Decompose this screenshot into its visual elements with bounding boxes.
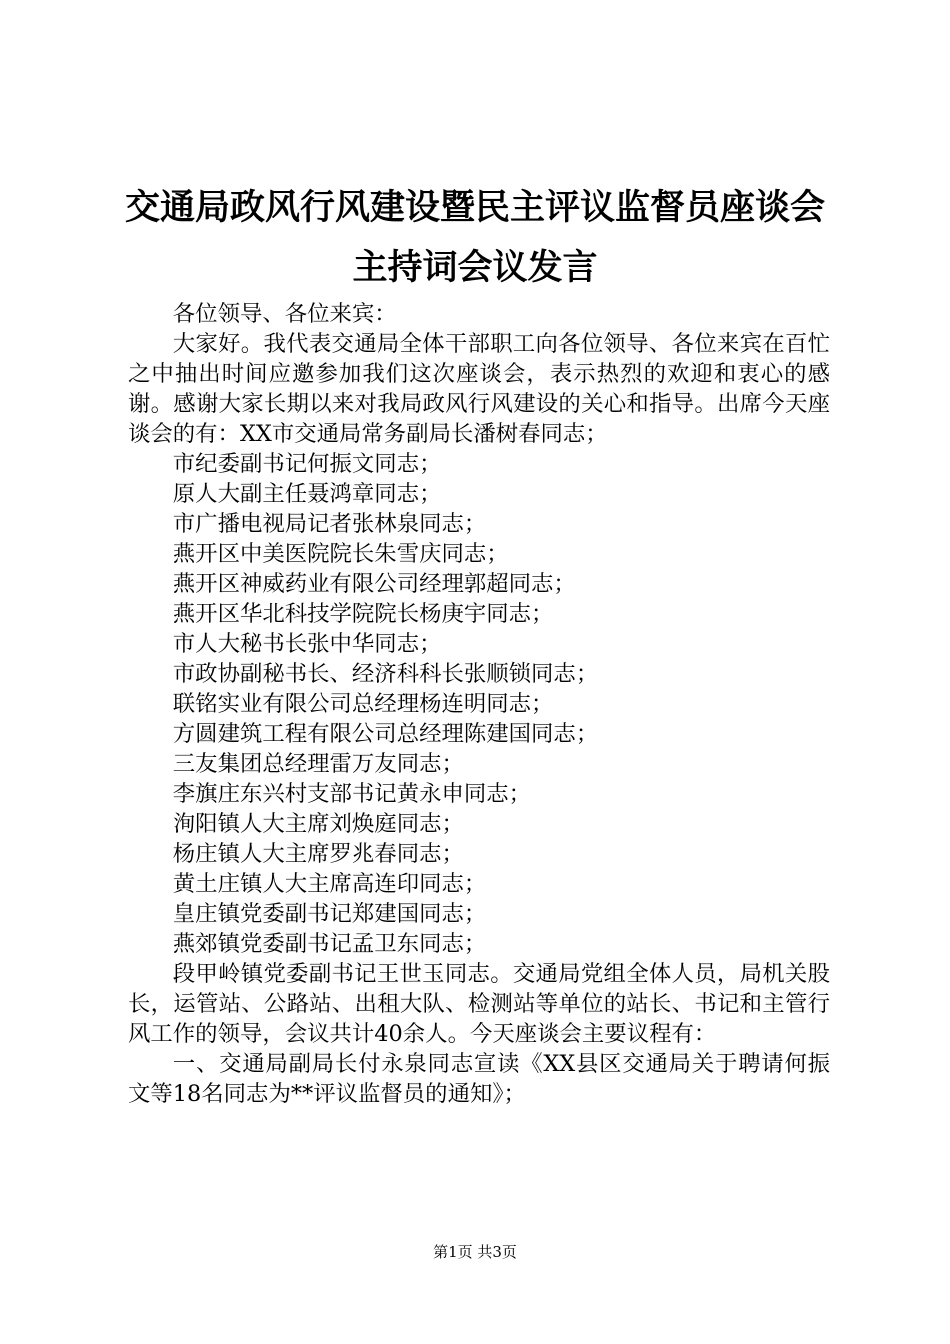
attendee-line: 洵阳镇人大主席刘焕庭同志； xyxy=(172,811,464,837)
attendee-line: 黄土庄镇人大主席高连印同志； xyxy=(172,871,487,897)
attendee-line: 杨庄镇人大主席罗兆春同志； xyxy=(172,841,464,867)
attendee-line: 燕开区中美医院院长朱雪庆同志； xyxy=(172,541,509,567)
page-footer: 第1页 共3页 xyxy=(433,1243,517,1261)
agenda-item: 一、交通局副局长付永泉同志宣读《XX县区交通局关于聘请何振文等18名同志为**评议监督员的通知》； xyxy=(128,1051,830,1107)
attendee-line: 皇庄镇党委副书记郑建国同志； xyxy=(172,901,487,927)
document-title-line-2: 主持词会议发言 xyxy=(352,247,598,288)
attendee-line: 市纪委副书记何振文同志； xyxy=(172,451,442,477)
attendee-line: 李旗庄东兴村支部书记黄永申同志； xyxy=(172,781,532,807)
attendee-line: 市政协副秘书长、经济科科长张顺锁同志； xyxy=(172,661,599,687)
attendee-line: 燕郊镇党委副书记孟卫东同志； xyxy=(172,931,487,957)
document-title-line-1: 交通局政风行风建设暨民主评议监督员座谈会 xyxy=(124,187,825,228)
salutation: 各位领导、各位来宾： xyxy=(172,301,397,327)
attendee-line: 燕开区神威药业有限公司经理郭超同志； xyxy=(172,571,576,597)
attendee-line: 市广播电视局记者张林泉同志； xyxy=(172,511,487,537)
paragraph: 大家好。我代表交通局全体干部职工向各位领导、各位来宾在百忙之中抽出时间应邀参加我们这次座谈会，表示热烈的欢迎和衷心的感谢。感谢大家长期以来对我局政风行风建设的关心和指导。出席今天座谈会的有：XX市交通局常务副局长潘树春同志； xyxy=(128,331,830,447)
document-body xyxy=(128,299,830,1109)
attendee-line: 方圆建筑工程有限公司总经理陈建国同志； xyxy=(172,721,599,747)
attendee-line: 原人大副主任聂鸿章同志； xyxy=(172,481,442,507)
attendee-line: 三友集团总经理雷万友同志； xyxy=(172,751,464,777)
paragraph: 段甲岭镇党委副书记王世玉同志。交通局党组全体人员，局机关股长，运管站、公路站、出租大队、检测站等单位的站长、书记和主管行风工作的领导，会议共计40余人。今天座谈会主要议程有： xyxy=(128,961,830,1047)
attendee-line: 联铭实业有限公司总经理杨连明同志； xyxy=(172,691,554,717)
attendee-line: 燕开区华北科技学院院长杨庚宇同志； xyxy=(172,601,554,627)
attendee-line: 市人大秘书长张中华同志； xyxy=(172,631,442,657)
